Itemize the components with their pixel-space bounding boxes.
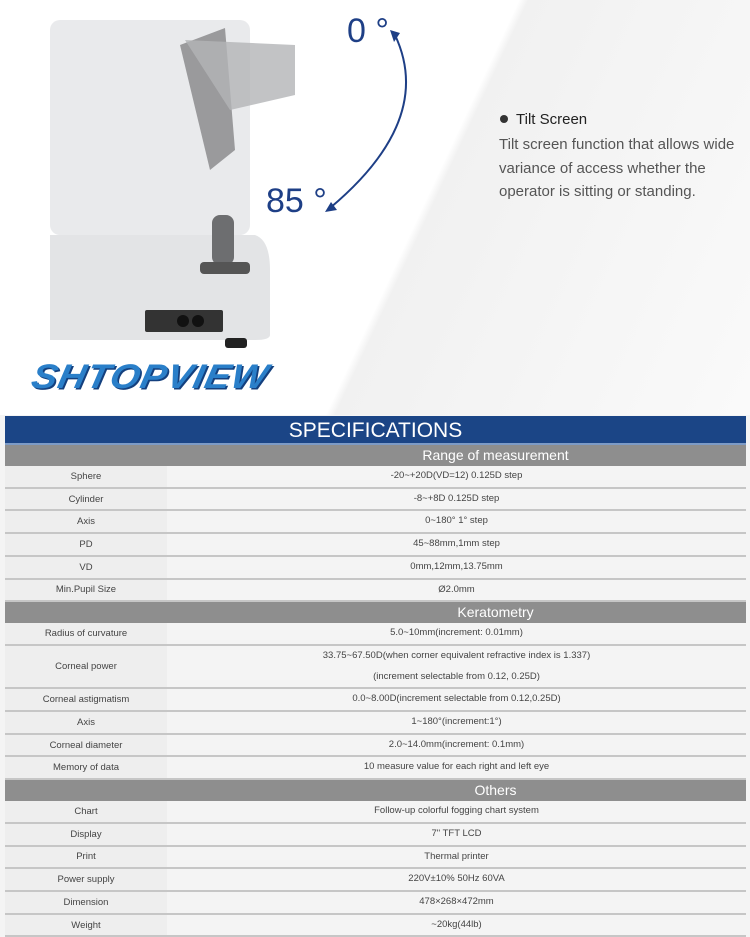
spec-value bbox=[167, 489, 746, 510]
spec-value-line: (increment selectable from 0.12, 0.25D) bbox=[373, 670, 540, 682]
spec-value bbox=[167, 511, 746, 532]
spec-value bbox=[167, 712, 746, 733]
spec-label: Sphere bbox=[5, 466, 167, 487]
spec-value-line: -8~+8D 0.125D step bbox=[413, 492, 500, 504]
spec-value-line: -20~+20D(VD=12) 0.125D step bbox=[390, 470, 523, 481]
angle-85-label: 85 ° bbox=[266, 182, 327, 220]
spec-label: Display bbox=[5, 824, 167, 845]
table-row bbox=[5, 511, 746, 534]
spec-value bbox=[167, 869, 746, 890]
spec-value-line: 478×268×472mm bbox=[419, 895, 494, 907]
spec-label: Memory of data bbox=[5, 757, 167, 778]
spec-value bbox=[167, 847, 746, 868]
table-row bbox=[5, 623, 746, 646]
table-row bbox=[5, 824, 746, 847]
spec-value-line: 0~180° 1° step bbox=[425, 515, 488, 527]
specifications-table bbox=[5, 416, 746, 937]
spec-label: Dimension bbox=[5, 892, 167, 913]
spec-value bbox=[167, 623, 746, 644]
feature-title: Tilt Screen bbox=[500, 111, 587, 128]
brand-logo: SHTOPVIEW bbox=[28, 358, 273, 396]
table-row bbox=[5, 757, 746, 780]
spec-label: Cylinder bbox=[5, 489, 167, 510]
table-row bbox=[5, 489, 746, 512]
spec-value-line: 1~180°(increment:1°) bbox=[411, 716, 502, 728]
spec-value bbox=[167, 801, 746, 822]
table-row bbox=[5, 712, 746, 735]
specifications-title: SPECIFICATIONS bbox=[5, 416, 746, 445]
spec-value-line: 0.0~8.00D(increment selectable from 0.12,0.25D) bbox=[352, 693, 561, 705]
table-row bbox=[5, 735, 746, 758]
spec-label: PD bbox=[5, 534, 167, 555]
spec-value-line: Follow-up colorful fogging chart system bbox=[374, 805, 539, 817]
feature-description: Tilt screen function that allows wide variance of access whether the operator is sitting or standing. bbox=[499, 136, 735, 200]
spec-value-line: ~20kg(44lb) bbox=[431, 918, 482, 930]
spec-label: Corneal diameter bbox=[5, 735, 167, 756]
table-row bbox=[5, 466, 746, 489]
spec-label: Corneal astigmatism bbox=[5, 689, 167, 710]
spec-value bbox=[167, 466, 746, 487]
spec-value-line: 220V±10% 50Hz 60VA bbox=[408, 873, 505, 885]
spec-label: Power supply bbox=[5, 869, 167, 890]
spec-label: Radius of curvature bbox=[5, 623, 167, 644]
table-row bbox=[5, 847, 746, 870]
spec-value bbox=[167, 646, 746, 687]
spec-value bbox=[167, 757, 746, 778]
spec-value-line: 10 measure value for each right and left eye bbox=[363, 761, 550, 773]
autorefractor-image bbox=[0, 0, 420, 360]
spec-label: Weight bbox=[5, 915, 167, 936]
table-row bbox=[5, 534, 746, 557]
spec-value bbox=[167, 735, 746, 756]
table-row bbox=[5, 915, 746, 937]
spec-label: Axis bbox=[5, 712, 167, 733]
spec-value bbox=[167, 915, 746, 936]
table-row bbox=[5, 892, 746, 915]
spec-label: Print bbox=[5, 847, 167, 868]
spec-label: Axis bbox=[5, 511, 167, 532]
spec-value-line: Thermal printer bbox=[424, 850, 489, 862]
spec-value bbox=[167, 534, 746, 555]
spec-label: Chart bbox=[5, 801, 167, 822]
spec-value-line: 45~88mm,1mm step bbox=[413, 538, 500, 550]
spec-value-line: Ø2.0mm bbox=[438, 583, 475, 595]
spec-value-line: 2.0~14.0mm(increment: 0.1mm) bbox=[388, 738, 525, 750]
angle-0-label: 0 ° bbox=[347, 12, 389, 50]
spec-value bbox=[167, 580, 746, 601]
spec-label: VD bbox=[5, 557, 167, 578]
section-header: Keratometry bbox=[5, 602, 746, 623]
spec-label: Corneal power bbox=[5, 646, 167, 687]
table-row bbox=[5, 689, 746, 712]
section-header: Others bbox=[5, 780, 746, 801]
product-hero bbox=[0, 0, 750, 415]
spec-label: Min.Pupil Size bbox=[5, 580, 167, 601]
spec-value bbox=[167, 824, 746, 845]
spec-value bbox=[167, 689, 746, 710]
spec-value-line: 33.75~67.50D(when corner equivalent refractive index is 1.337) bbox=[322, 649, 591, 661]
spec-value-line: 7" TFT LCD bbox=[431, 827, 482, 839]
table-row bbox=[5, 801, 746, 824]
table-row bbox=[5, 557, 746, 580]
table-row bbox=[5, 580, 746, 603]
spec-value bbox=[167, 557, 746, 578]
section-header: Range of measurement bbox=[5, 445, 746, 466]
spec-value-line: 5.0~10mm(increment: 0.01mm) bbox=[390, 627, 523, 639]
table-row bbox=[5, 869, 746, 892]
spec-value bbox=[167, 892, 746, 913]
table-row bbox=[5, 646, 746, 689]
spec-value-line: 0mm,12mm,13.75mm bbox=[410, 560, 503, 572]
